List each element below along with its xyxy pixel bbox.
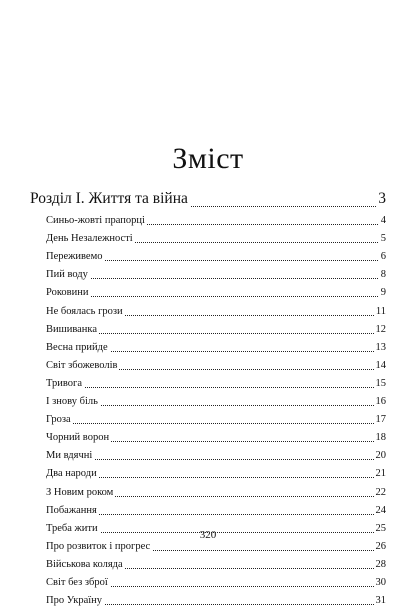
toc-entry-page: 22	[375, 486, 386, 498]
toc-entry	[46, 354, 386, 372]
toc-entry-title: Вишиванка	[46, 323, 98, 335]
dot-leader	[46, 459, 386, 460]
toc-entry-page: 5	[380, 233, 386, 245]
toc-entry	[46, 517, 386, 535]
toc-entry-page: 21	[375, 468, 386, 480]
toc-entry-title: Синьо-жовті прапорці	[46, 215, 145, 227]
toc-entry-page: 6	[380, 251, 386, 263]
toc-entry	[46, 318, 386, 336]
toc-entry-title: Чорний ворон	[46, 432, 110, 444]
toc-entry	[46, 227, 386, 245]
toc-entry-title: Побажання	[46, 504, 97, 516]
toc-entry-title: Треба жити	[46, 522, 98, 534]
toc-entry	[46, 444, 386, 462]
toc-entry	[46, 589, 386, 607]
toc-entry	[46, 336, 386, 354]
toc-entry-page: 17	[375, 414, 386, 426]
toc-entry-page: 31	[375, 595, 386, 607]
dot-leader	[46, 387, 386, 388]
toc-entry-title: Пий воду	[46, 269, 88, 281]
toc-entry	[46, 281, 386, 299]
dot-leader	[46, 278, 386, 279]
toc-entry-page: 16	[375, 396, 386, 408]
toc-entry-title: Переживемо	[46, 251, 103, 263]
toc-entry-page: 25	[375, 522, 386, 534]
dot-leader	[46, 296, 386, 297]
toc-entry-page: 24	[375, 504, 386, 516]
toc-entry-title: І знову біль	[46, 396, 98, 408]
toc-entry-title: Про Україну	[46, 595, 103, 607]
toc-entry-title: Військова коляда	[46, 558, 123, 570]
toc-entry	[46, 499, 386, 517]
toc-entry-page: 8	[380, 269, 386, 281]
toc-entry-list	[30, 209, 386, 607]
toc-entry-page: 30	[375, 576, 386, 588]
toc-entry-title: Ми вдячні	[46, 450, 93, 462]
toc-entry-page: 11	[375, 305, 386, 317]
toc-entry-title: Тривога	[46, 377, 82, 389]
toc-entry	[46, 408, 386, 426]
toc-entry	[46, 480, 386, 498]
toc-entry	[46, 372, 386, 390]
toc-entry	[46, 209, 386, 227]
toc-entry-page: 20	[375, 450, 386, 462]
toc-entry-page: 14	[375, 359, 386, 371]
toc-section-page: 3	[378, 190, 386, 207]
toc-entry-page: 12	[375, 323, 386, 335]
toc-entry-page: 26	[375, 540, 386, 552]
toc-entry-title: Про розвиток і прогрес	[46, 540, 151, 552]
toc-entry	[46, 553, 386, 571]
toc-entry-title: З Новим роком	[46, 486, 114, 498]
page-title: Зміст	[172, 142, 244, 175]
toc-entry	[46, 263, 386, 281]
toc-entry-title: Не боялась грози	[46, 305, 123, 317]
toc-entry	[46, 390, 386, 408]
toc-entry-page: 13	[375, 341, 386, 353]
toc-entry-page: 28	[375, 558, 386, 570]
toc-entry-title: День Незалежності	[46, 233, 133, 245]
page-number: 320	[199, 529, 217, 541]
toc-entry-title: Світ без зброї	[46, 576, 108, 588]
toc-entry-page: 9	[380, 287, 386, 299]
toc-entry-title: Роковини	[46, 287, 89, 299]
toc-entry-page: 4	[380, 215, 386, 227]
toc-entry-title: Гроза	[46, 414, 71, 426]
toc-section-row	[30, 189, 386, 209]
table-of-contents	[30, 189, 386, 607]
toc-entry	[46, 426, 386, 444]
toc-entry	[46, 462, 386, 480]
toc-entry	[46, 245, 386, 263]
toc-entry-page: 18	[375, 432, 386, 444]
toc-entry-title: Весна прийде	[46, 341, 108, 353]
toc-entry	[46, 571, 386, 589]
dot-leader	[46, 423, 386, 424]
toc-entry-page: 15	[375, 377, 386, 389]
toc-entry-title: Світ збожеволів	[46, 359, 118, 371]
toc-section-title: Розділ I. Життя та війна	[30, 190, 188, 207]
toc-entry	[46, 299, 386, 317]
toc-entry-title: Два народи	[46, 468, 97, 480]
